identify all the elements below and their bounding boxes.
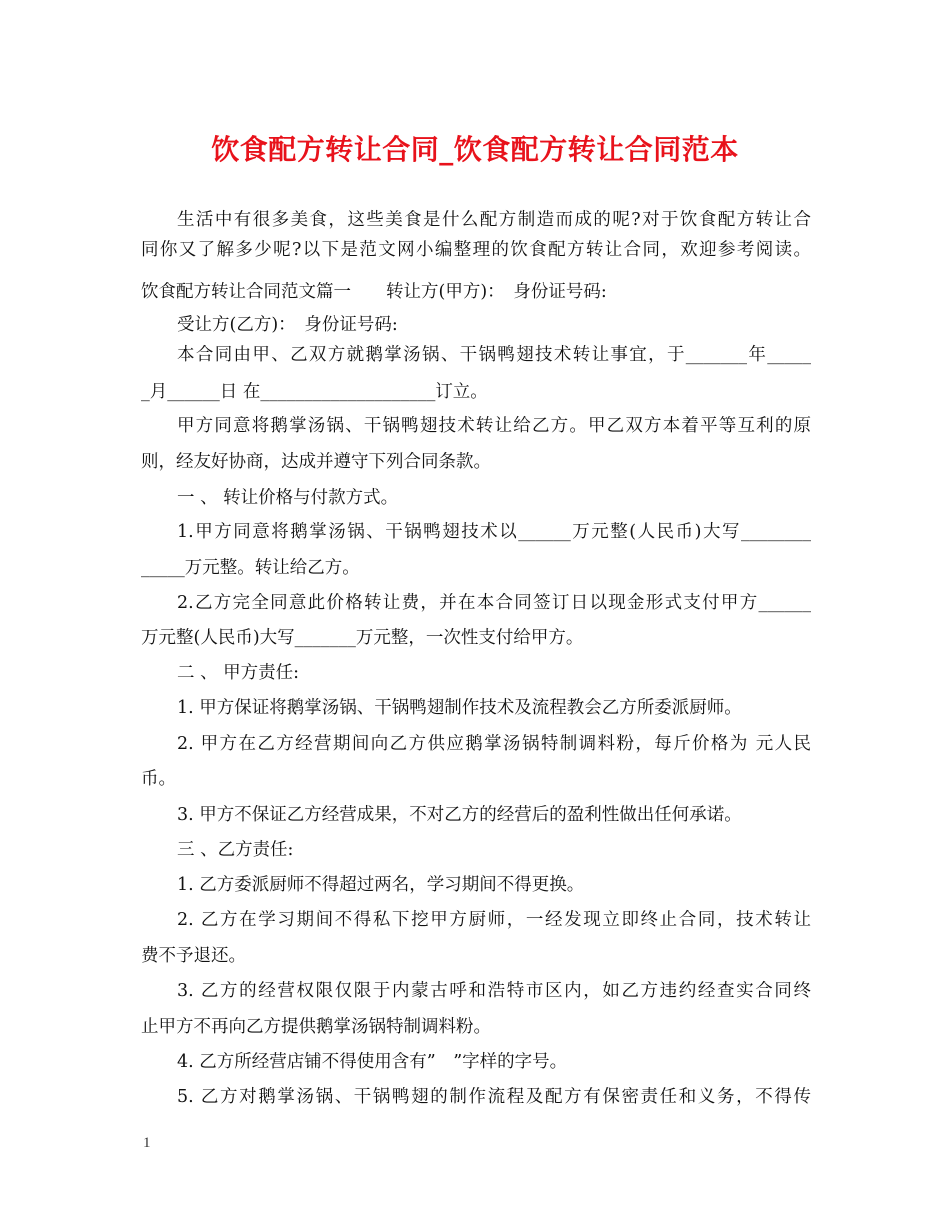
paragraph-line: 三 、乙方责任:: [177, 840, 294, 860]
paragraph-line: 1. 乙方委派厨师不得超过两名，学习期间不得更换。: [177, 875, 585, 895]
paragraph-line: 5. 乙方对鹅掌汤锅、干锅鸭翅的制作流程及配方有保密责任和义务，不得传: [177, 1087, 811, 1107]
paragraph-line: 1.甲方同意将鹅掌汤锅、干锅鸭翅技术以______万元整(人民币)大写________: [177, 522, 811, 542]
paragraph-line: _____万元整。转让给乙方。: [141, 558, 360, 578]
paragraph-line: 甲方同意将鹅掌汤锅、干锅鸭翅技术转让给乙方。甲乙双方本着平等互利的原: [177, 416, 811, 436]
paragraph-line: 同你又了解多少呢?以下是范文网小编整理的饮食配方转让合同，欢迎参考阅读。: [141, 240, 811, 260]
paragraph-line: 受让方(乙方)： 身份证号码:: [177, 315, 398, 335]
paragraph-line: 2. 乙方在学习期间不得私下挖甲方厨师，一经发现立即终止合同，技术转让: [177, 910, 811, 930]
paragraph-line: 饮食配方转让合同范文篇一 转让方(甲方)： 身份证号码:: [141, 282, 607, 302]
paragraph-line: 止甲方不再向乙方提供鹅掌汤锅特制调料粉。: [141, 1017, 491, 1037]
paragraph-line: 3. 乙方的经营权限仅限于内蒙古呼和浩特市区内，如乙方违约经查实合同终: [177, 981, 811, 1001]
paragraph-line: 费不予退还。: [141, 946, 246, 966]
paragraph-line: 币。: [141, 769, 176, 789]
paragraph-line: 1. 甲方保证将鹅掌汤锅、干锅鸭翅制作技术及流程教会乙方所委派厨师。: [177, 698, 742, 718]
paragraph-line: 二 、 甲方责任:: [177, 663, 300, 683]
paragraph-line: _月______日 在____________________订立。: [141, 382, 488, 402]
paragraph-line: 4. 乙方所经营店铺不得使用含有” ”字样的字号。: [177, 1052, 568, 1072]
paragraph-line: 3. 甲方不保证乙方经营成果，不对乙方的经营后的盈利性做出任何承诺。: [177, 805, 742, 825]
paragraph-line: 则，经友好协商，达成并遵守下列合同条款。: [141, 452, 491, 472]
paragraph-line: 2. 甲方在乙方经营期间向乙方供应鹅掌汤锅特制调料粉，每斤价格为 元人民: [177, 734, 811, 754]
paragraph-line: 生活中有很多美食，这些美食是什么配方制造而成的呢?对于饮食配方转让合: [177, 210, 811, 230]
paragraph-line: 一 、 转让价格与付款方式。: [177, 488, 399, 508]
page-number: 1: [143, 1135, 151, 1151]
paragraph-line: 2.乙方完全同意此价格转让费，并在本合同签订日以现金形式支付甲方______: [177, 593, 811, 613]
paragraph-line: 万元整(人民币)大写_______万元整，一次性支付给甲方。: [141, 628, 584, 648]
document-title: 饮食配方转让合同_饮食配方转让合同范本: [211, 133, 739, 166]
paragraph-line: 本合同由甲、乙双方就鹅掌汤锅、干锅鸭翅技术转让事宜，于_______年_____: [177, 345, 811, 365]
